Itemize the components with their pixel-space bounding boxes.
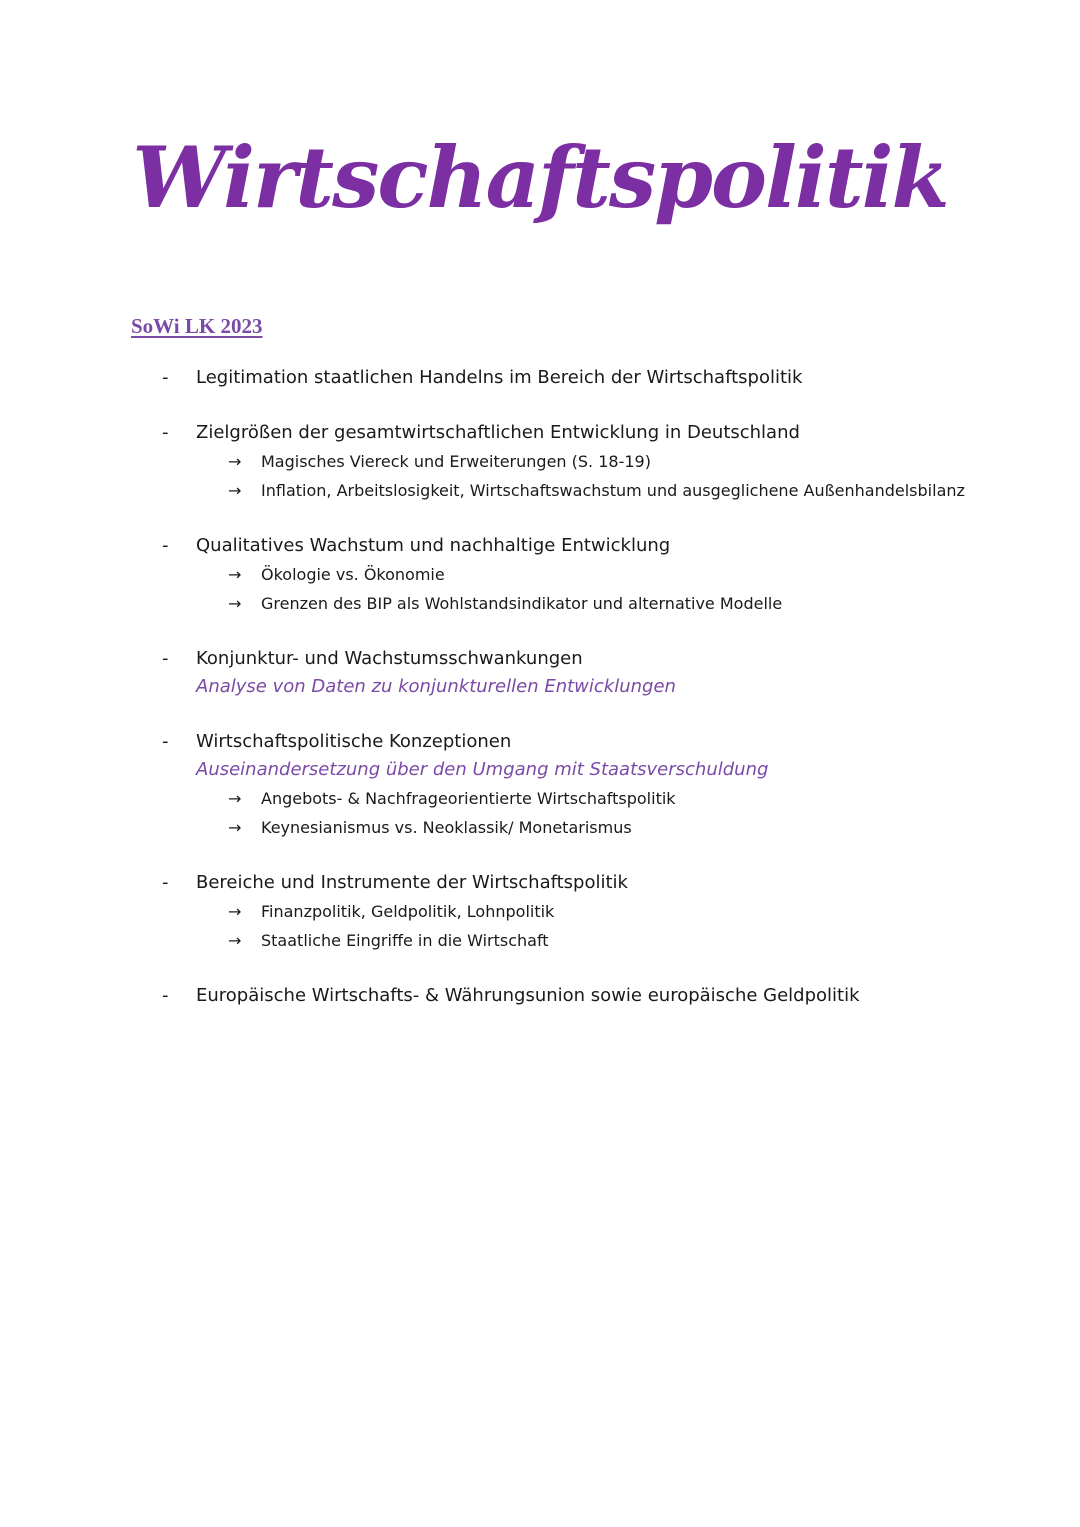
bullet-dash: -	[162, 985, 169, 1006]
arrow-right-icon: →	[228, 452, 242, 471]
subitem	[228, 589, 1080, 618]
bullet-dash: -	[162, 422, 169, 443]
subitem-text: Inflation, Arbeitslosigkeit, Wirtschaftswachstum und ausgeglichene Außenhandelsbilanz	[261, 481, 965, 500]
subitem-text: Finanzpolitik, Geldpolitik, Lohnpolitik	[261, 902, 555, 921]
topic-item	[0, 869, 1080, 955]
subitem-list	[0, 447, 1080, 505]
subitem-text: Keynesianismus vs. Neoklassik/ Monetarismus	[261, 818, 632, 837]
subitem-text: Magisches Viereck und Erweiterungen (S. 18-19)	[261, 452, 651, 471]
topic-list	[0, 364, 1080, 1037]
subitem	[228, 560, 1080, 589]
page-title: Wirtschaftspolitik	[132, 128, 948, 227]
topic-item	[0, 982, 1080, 1010]
topic-item	[0, 419, 1080, 505]
arrow-right-icon: →	[228, 931, 242, 950]
subitem	[228, 784, 1080, 813]
subitem-list	[0, 784, 1080, 842]
subitem	[228, 926, 1080, 955]
topic-item	[0, 728, 1080, 842]
topic-title: Europäische Wirtschafts- & Währungsunion sowie europäische Geldpolitik	[196, 985, 860, 1006]
subitem-text: Staatliche Eingriffe in die Wirtschaft	[261, 931, 549, 950]
subitem	[228, 476, 1080, 505]
bullet-dash: -	[162, 648, 169, 669]
bullet-dash: -	[162, 535, 169, 556]
subitem	[228, 447, 1080, 476]
bullet-dash: -	[162, 731, 169, 752]
topic-title: Legitimation staatlichen Handelns im Bereich der Wirtschaftspolitik	[196, 367, 803, 388]
subitem	[228, 813, 1080, 842]
topic-title: Zielgrößen der gesamtwirtschaftlichen Entwicklung in Deutschland	[196, 422, 800, 443]
subitem-list	[0, 897, 1080, 955]
topic-title: Qualitatives Wachstum und nachhaltige Entwicklung	[196, 535, 671, 556]
arrow-right-icon: →	[228, 481, 242, 500]
subitem-text: Ökologie vs. Ökonomie	[261, 565, 445, 584]
subitem	[228, 897, 1080, 926]
bullet-dash: -	[162, 872, 169, 893]
topic-note: Auseinandersetzung über den Umgang mit Staatsverschuldung	[196, 759, 769, 780]
topic-item	[0, 532, 1080, 618]
arrow-right-icon: →	[228, 818, 242, 837]
topic-item	[0, 645, 1080, 701]
subitem-text: Angebots- & Nachfrageorientierte Wirtschaftspolitik	[261, 789, 676, 808]
arrow-right-icon: →	[228, 789, 242, 808]
subitem-list	[0, 560, 1080, 618]
topic-note: Analyse von Daten zu konjunkturellen Entwicklungen	[196, 676, 676, 697]
bullet-dash: -	[162, 367, 169, 388]
arrow-right-icon: →	[228, 565, 242, 584]
topic-title: Konjunktur- und Wachstumsschwankungen	[196, 648, 583, 669]
arrow-right-icon: →	[228, 594, 242, 613]
course-subtitle: SoWi LK 2023	[131, 314, 263, 338]
topic-title: Wirtschaftspolitische Konzeptionen	[196, 731, 512, 752]
subitem-text: Grenzen des BIP als Wohlstandsindikator und alternative Modelle	[261, 594, 783, 613]
arrow-right-icon: →	[228, 902, 242, 921]
topic-title: Bereiche und Instrumente der Wirtschaftspolitik	[196, 872, 628, 893]
topic-item	[0, 364, 1080, 392]
